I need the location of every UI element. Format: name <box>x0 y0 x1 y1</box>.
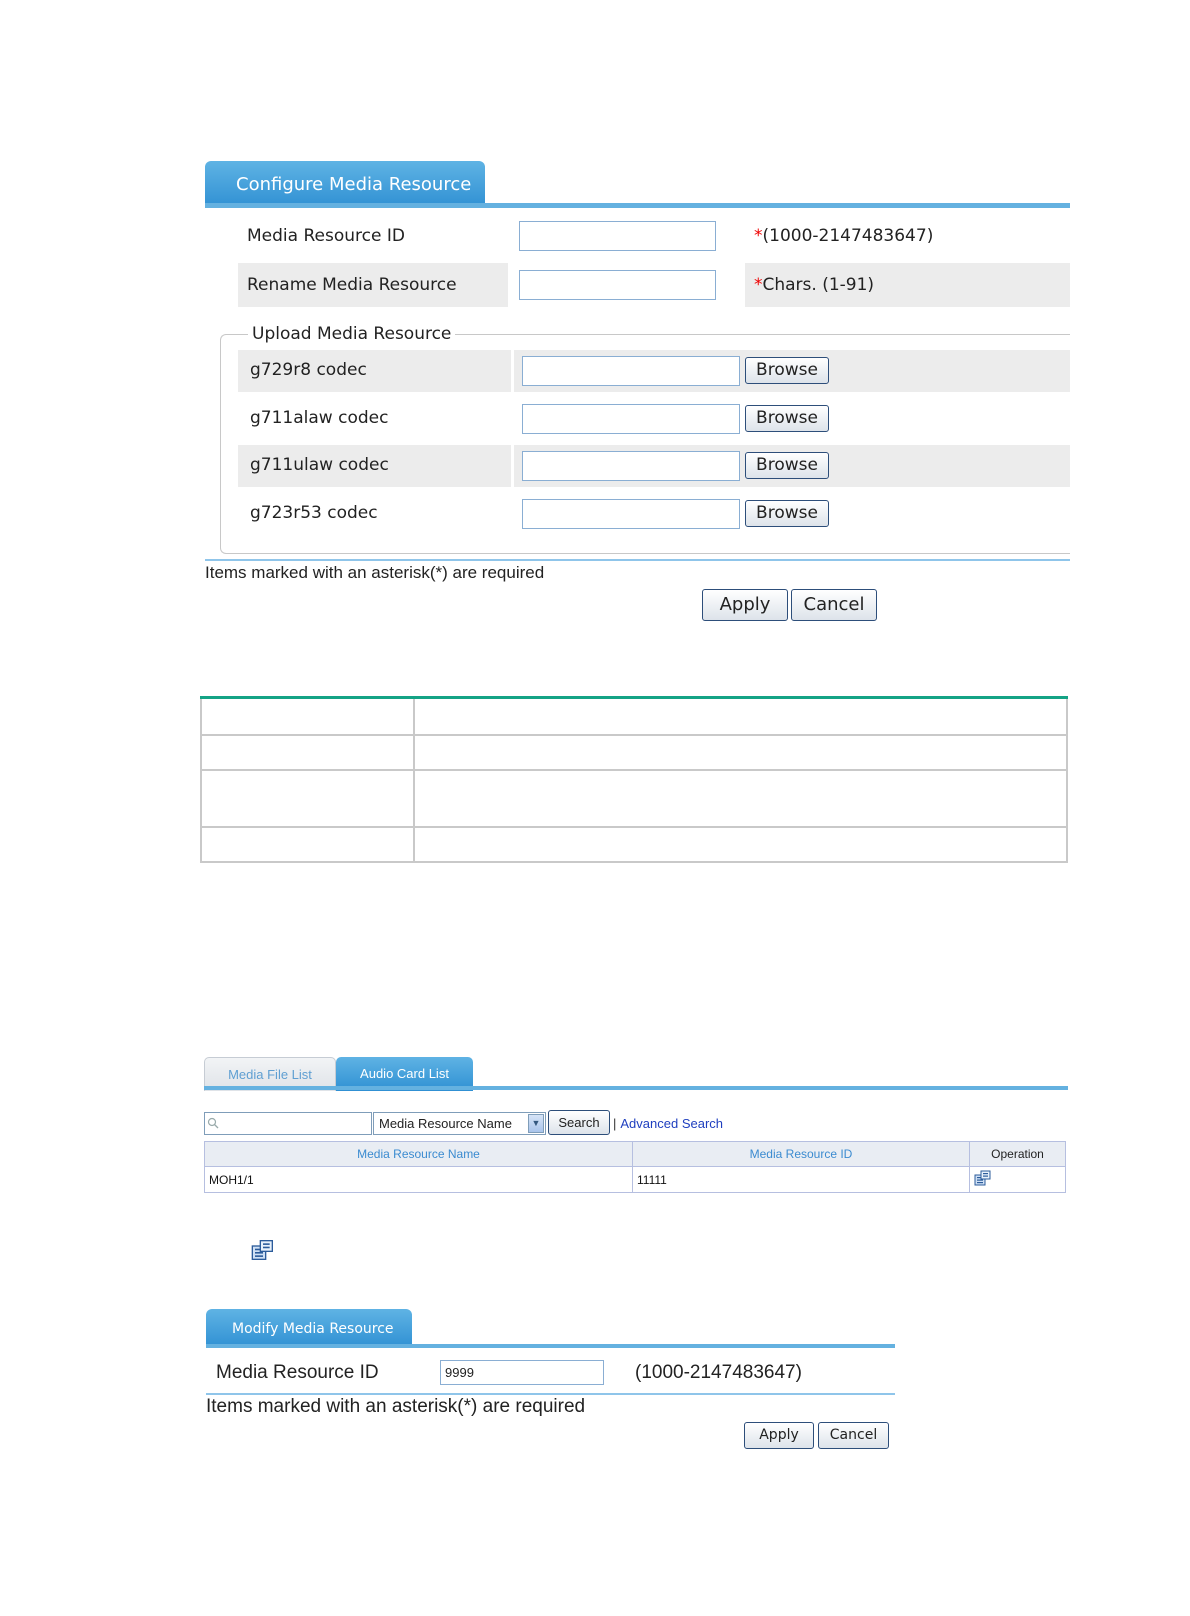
media-resource-id-label: Media Resource ID <box>247 226 405 246</box>
cell-id: 11111 <box>633 1167 970 1193</box>
form-divider <box>206 1393 895 1395</box>
tab-media-file-list[interactable]: Media File List <box>204 1057 336 1091</box>
codec-file-input-g729r8[interactable] <box>522 356 740 386</box>
chars-hint: Chars. (1-91) <box>762 275 875 295</box>
column-header-id[interactable]: Media Resource ID <box>633 1142 970 1167</box>
codec-file-input-g723r53[interactable] <box>522 499 740 529</box>
modify-icon[interactable] <box>974 1169 992 1187</box>
form-divider <box>205 559 1070 561</box>
separator: | <box>613 1116 617 1131</box>
tab-underline <box>204 1086 1068 1090</box>
codec-file-input-g711alaw[interactable] <box>522 404 740 434</box>
browse-button-g711ulaw[interactable]: Browse <box>745 452 829 479</box>
table-top-rule <box>200 696 1068 699</box>
cell-operation <box>970 1167 1066 1193</box>
browse-button-g729r8[interactable]: Browse <box>745 357 829 384</box>
rename-media-resource-input[interactable] <box>519 270 716 300</box>
tab-modify-media-resource[interactable]: Modify Media Resource <box>206 1309 412 1348</box>
range-hint: (1000-2147483647) <box>762 226 934 246</box>
media-resource-table <box>204 1141 1066 1193</box>
cancel-button[interactable]: Cancel <box>791 589 877 621</box>
browse-button-g711alaw[interactable]: Browse <box>745 405 829 432</box>
search-icon <box>207 1117 219 1129</box>
required-asterisk: * <box>754 275 763 295</box>
upload-legend: Upload Media Resource <box>248 324 455 344</box>
rename-media-resource-label: Rename Media Resource <box>247 275 457 295</box>
cell-name: MOH1/1 <box>205 1167 633 1193</box>
chevron-down-icon[interactable]: ▼ <box>528 1114 544 1133</box>
tab-audio-card-list[interactable]: Audio Card List <box>336 1057 473 1091</box>
codec-label-g723r53: g723r53 codec <box>250 503 378 523</box>
media-resource-id-input[interactable] <box>519 221 716 251</box>
codec-file-input-g711ulaw[interactable] <box>522 451 740 481</box>
table-cell <box>414 697 1067 735</box>
table-cell <box>201 697 414 735</box>
table-cell <box>201 827 414 862</box>
tab-underline <box>206 1344 895 1348</box>
codec-label-g711alaw: g711alaw codec <box>250 408 389 428</box>
rename-hint <box>754 275 874 295</box>
required-note: Items marked with an asterisk(*) are required <box>205 563 545 582</box>
media-resource-id-label: Media Resource ID <box>216 1362 379 1383</box>
search-button[interactable]: Search <box>548 1110 610 1135</box>
codec-label-g729r8: g729r8 codec <box>250 360 367 380</box>
select-value: Media Resource Name <box>379 1116 512 1131</box>
column-header-name[interactable]: Media Resource Name <box>205 1142 633 1167</box>
search-field-select[interactable] <box>373 1112 546 1135</box>
required-asterisk: * <box>754 226 763 246</box>
range-hint: (1000-2147483647) <box>635 1362 802 1383</box>
advanced-search <box>613 1116 723 1131</box>
cancel-button[interactable]: Cancel <box>818 1422 889 1449</box>
table-cell <box>201 770 414 827</box>
browse-button-g723r53[interactable]: Browse <box>745 500 829 527</box>
tab-underline <box>205 203 1070 208</box>
column-header-operation: Operation <box>970 1142 1066 1167</box>
apply-button[interactable]: Apply <box>744 1422 814 1449</box>
table-row <box>205 1167 1066 1193</box>
media-resource-id-input[interactable] <box>440 1360 604 1385</box>
table-cell <box>201 735 414 770</box>
apply-button[interactable]: Apply <box>702 589 788 621</box>
required-note: Items marked with an asterisk(*) are required <box>206 1396 586 1417</box>
modify-icon <box>251 1238 269 1256</box>
advanced-search-link[interactable]: Advanced Search <box>620 1116 724 1131</box>
table-cell <box>414 770 1067 827</box>
media-resource-id-hint <box>754 226 933 246</box>
codec-label-g711ulaw: g711ulaw codec <box>250 455 389 475</box>
search-input[interactable] <box>204 1112 372 1135</box>
table-cell <box>414 827 1067 862</box>
tab-configure-media-resource[interactable]: Configure Media Resource <box>205 161 485 208</box>
empty-parameter-table <box>200 696 1068 863</box>
table-cell <box>414 735 1067 770</box>
